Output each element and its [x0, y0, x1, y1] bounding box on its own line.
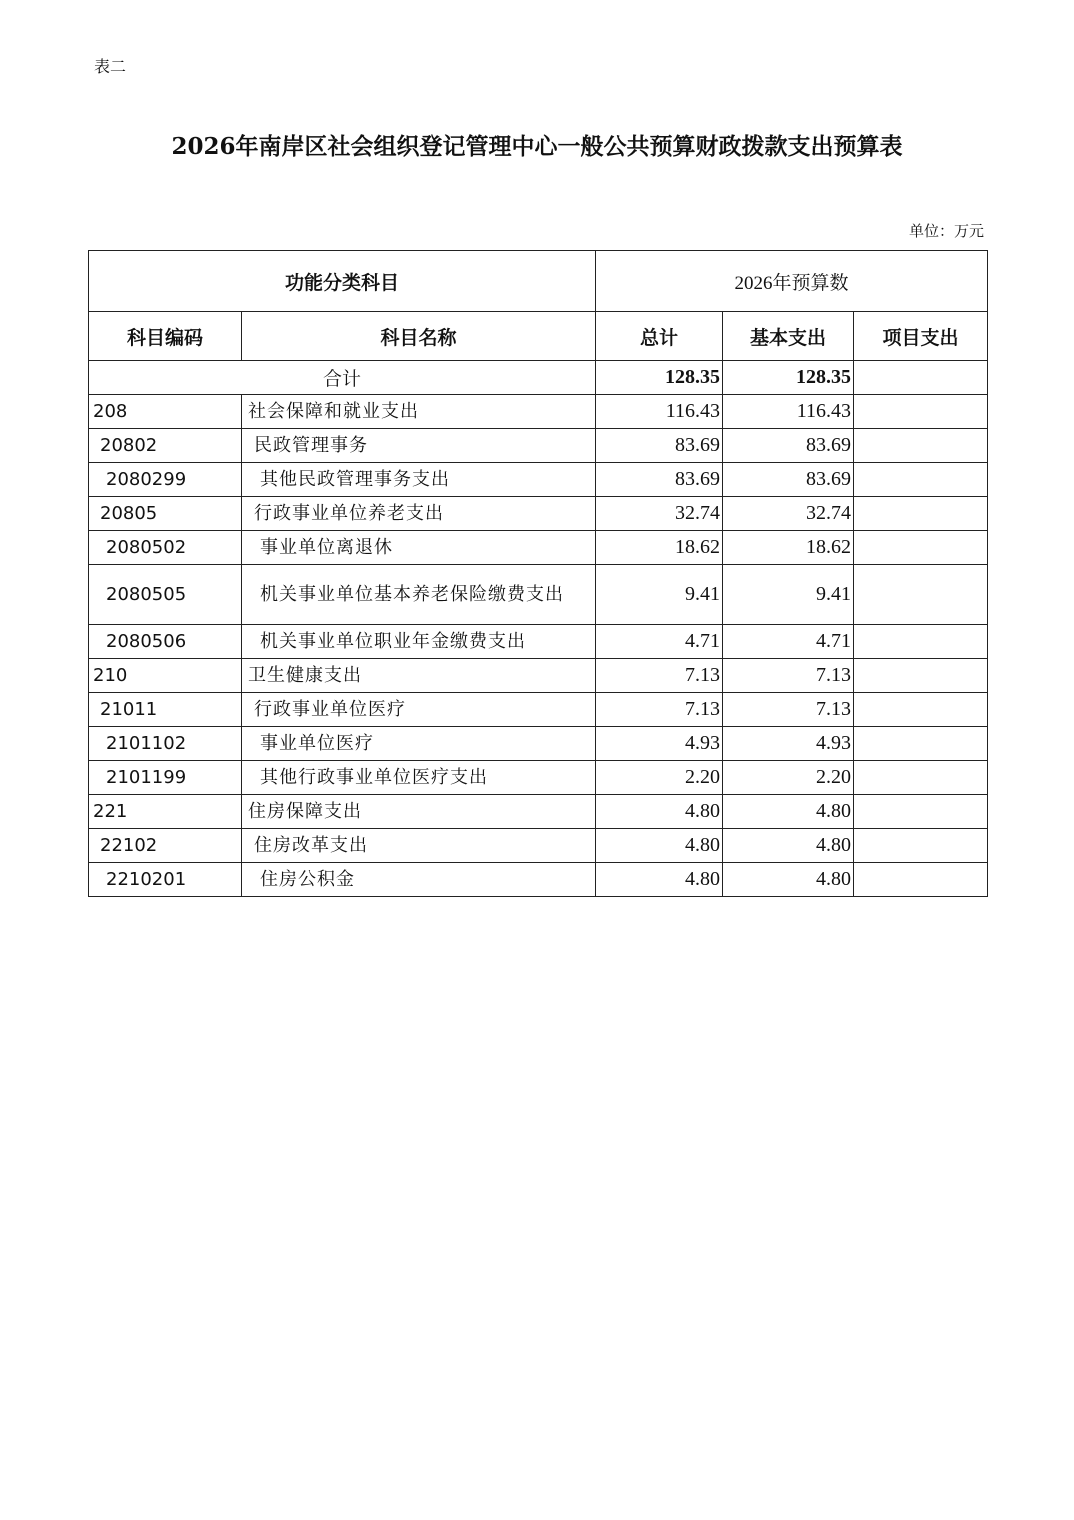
row-basic: 7.13	[723, 693, 854, 727]
row-code: 2080502	[89, 531, 242, 565]
table-row	[89, 829, 988, 863]
row-name: 卫生健康支出	[242, 659, 596, 693]
row-basic: 116.43	[723, 395, 854, 429]
page-title: 2026年南岸区社会组织登记管理中心一般公共预算财政拨款支出预算表	[171, 133, 903, 160]
unit-label: 单位：万元	[908, 222, 984, 240]
table-row	[89, 565, 988, 625]
header-basic: 基本支出	[723, 312, 854, 361]
row-project	[854, 565, 988, 625]
row-project	[854, 625, 988, 659]
row-total: 4.80	[596, 795, 723, 829]
row-total: 116.43	[596, 395, 723, 429]
table-number-label: 表二	[94, 57, 127, 76]
row-code: 2210201	[89, 863, 242, 897]
row-basic: 4.80	[723, 863, 854, 897]
row-project	[854, 395, 988, 429]
row-code: 2080299	[89, 463, 242, 497]
row-project	[854, 761, 988, 795]
row-name: 事业单位医疗	[242, 727, 596, 761]
row-basic: 83.69	[723, 429, 854, 463]
row-basic: 4.71	[723, 625, 854, 659]
row-total: 2.20	[596, 761, 723, 795]
table-row	[89, 863, 988, 897]
row-basic: 9.41	[723, 565, 854, 625]
row-name: 其他民政管理事务支出	[242, 463, 596, 497]
row-name: 机关事业单位职业年金缴费支出	[242, 625, 596, 659]
row-total: 7.13	[596, 659, 723, 693]
header-code: 科目编码	[89, 312, 242, 361]
row-basic: 18.62	[723, 531, 854, 565]
row-name: 机关事业单位基本养老保险缴费支出	[242, 565, 596, 625]
total-row	[89, 361, 988, 395]
total-label: 合计	[89, 361, 596, 395]
row-project	[854, 829, 988, 863]
row-total: 18.62	[596, 531, 723, 565]
header-budget-year: 2026年预算数	[596, 251, 988, 312]
row-total: 83.69	[596, 463, 723, 497]
row-code: 22102	[89, 829, 242, 863]
row-total: 4.80	[596, 829, 723, 863]
row-basic: 4.93	[723, 727, 854, 761]
total-basic: 128.35	[723, 361, 854, 395]
row-total: 4.80	[596, 863, 723, 897]
row-project	[854, 727, 988, 761]
row-total: 9.41	[596, 565, 723, 625]
row-project	[854, 659, 988, 693]
row-total: 32.74	[596, 497, 723, 531]
table-row	[89, 693, 988, 727]
row-basic: 2.20	[723, 761, 854, 795]
row-total: 83.69	[596, 429, 723, 463]
row-code: 20802	[89, 429, 242, 463]
row-name: 行政事业单位医疗	[242, 693, 596, 727]
table-row	[89, 659, 988, 693]
budget-table	[88, 250, 988, 897]
row-name: 事业单位离退休	[242, 531, 596, 565]
row-project	[854, 795, 988, 829]
row-name: 行政事业单位养老支出	[242, 497, 596, 531]
total-total: 128.35	[596, 361, 723, 395]
table-row	[89, 625, 988, 659]
table-row	[89, 395, 988, 429]
row-total: 7.13	[596, 693, 723, 727]
row-basic: 4.80	[723, 795, 854, 829]
row-name: 住房保障支出	[242, 795, 596, 829]
row-project	[854, 863, 988, 897]
row-project	[854, 497, 988, 531]
header-name: 科目名称	[242, 312, 596, 361]
header-function-category: 功能分类科目	[89, 251, 596, 312]
header-total: 总计	[596, 312, 723, 361]
table-row	[89, 497, 988, 531]
row-basic: 32.74	[723, 497, 854, 531]
row-code: 2101102	[89, 727, 242, 761]
table-row	[89, 727, 988, 761]
table-row	[89, 463, 988, 497]
row-name: 住房改革支出	[242, 829, 596, 863]
row-project	[854, 531, 988, 565]
row-total: 4.71	[596, 625, 723, 659]
table-row	[89, 761, 988, 795]
row-code: 20805	[89, 497, 242, 531]
row-basic: 83.69	[723, 463, 854, 497]
table-row	[89, 531, 988, 565]
row-total: 4.93	[596, 727, 723, 761]
row-project	[854, 429, 988, 463]
row-name: 住房公积金	[242, 863, 596, 897]
table-row	[89, 795, 988, 829]
row-name: 社会保障和就业支出	[242, 395, 596, 429]
row-name: 其他行政事业单位医疗支出	[242, 761, 596, 795]
table-row	[89, 429, 988, 463]
row-code: 2080505	[89, 565, 242, 625]
row-code: 208	[89, 395, 242, 429]
row-basic: 4.80	[723, 829, 854, 863]
row-code: 21011	[89, 693, 242, 727]
row-project	[854, 463, 988, 497]
row-name: 民政管理事务	[242, 429, 596, 463]
header-project: 项目支出	[854, 312, 988, 361]
row-code: 210	[89, 659, 242, 693]
row-project	[854, 693, 988, 727]
row-code: 221	[89, 795, 242, 829]
row-code: 2101199	[89, 761, 242, 795]
row-code: 2080506	[89, 625, 242, 659]
total-project	[854, 361, 988, 395]
row-basic: 7.13	[723, 659, 854, 693]
